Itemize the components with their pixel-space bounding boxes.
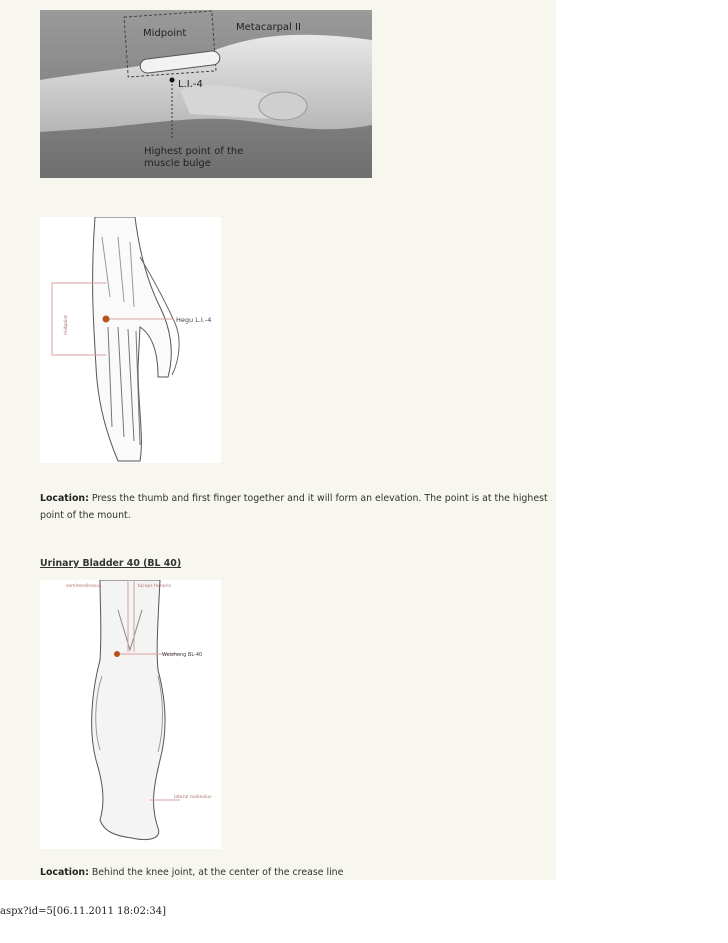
lateral-malleolus-label: lateral malleolus bbox=[174, 795, 212, 800]
hegu-point-marker bbox=[103, 316, 110, 323]
hand-photo-figure bbox=[40, 10, 372, 178]
location-label: Location: bbox=[40, 493, 89, 504]
biceps-femoris-label: biceps femoris bbox=[138, 584, 171, 589]
metacarpal-label: Metacarpal II bbox=[236, 22, 301, 33]
weizhong-point-marker bbox=[114, 651, 120, 657]
location-text-hegu bbox=[40, 490, 554, 524]
bulge-label-line1: Highest point of the bbox=[144, 146, 244, 157]
hand-skeleton-illustration bbox=[40, 217, 221, 463]
page-footer-url: aspx?id=5[06.11.2011 18:02:34] bbox=[0, 906, 166, 917]
semitendinosus-label: semitendinosus bbox=[66, 584, 102, 589]
location-description: Press the thumb and first finger together and it will form an elevation. The point is at the highest point of the mount. bbox=[40, 493, 548, 521]
hegu-label: Hegu L.I.-4 bbox=[176, 316, 212, 324]
location-label: Location: bbox=[40, 867, 89, 878]
leg-illustration bbox=[40, 580, 221, 849]
point-label: L.I.-4 bbox=[178, 79, 203, 90]
weizhong-label: Weizhong BL-40 bbox=[162, 652, 203, 658]
midpoint-label: Midpoint bbox=[143, 28, 187, 39]
bulge-label-line2: muscle bulge bbox=[144, 158, 211, 169]
li4-point-marker bbox=[170, 78, 175, 83]
location-description: Behind the knee joint, at the center of the crease line bbox=[91, 867, 344, 878]
urinary-bladder-40-link[interactable]: Urinary Bladder 40 (BL 40) bbox=[40, 558, 182, 569]
midpoint-side-label: midpoint bbox=[64, 315, 69, 335]
location-text-bl40 bbox=[40, 864, 554, 881]
